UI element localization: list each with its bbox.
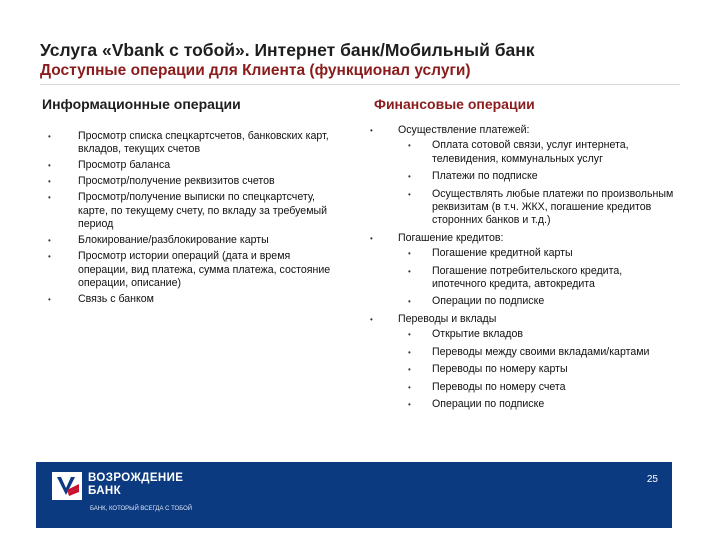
footer-banner — [36, 462, 672, 528]
list-item: • Платежи по подписке — [398, 170, 675, 183]
list-item: • Погашение кредитной карты — [398, 247, 675, 260]
group-label: Погашение кредитов: — [398, 231, 504, 244]
slide-title: Услуга «Vbank с тобой». Интернет банк/Мобильный банк — [40, 40, 535, 60]
bank-slogan: БАНК, КОТОРЫЙ ВСЕГДА С ТОБОЙ — [90, 506, 193, 512]
bank-logo-icon — [52, 472, 82, 500]
page-number: 25 — [646, 474, 658, 485]
loan-repayment-group — [370, 232, 675, 309]
list-item: • Просмотр истории операций (дата и время операции, вид платежа, сумма платежа, состояние операции, описание) — [48, 250, 340, 290]
transfers-deposits-group — [370, 313, 675, 411]
group-label: Осуществление платежей: — [398, 124, 530, 136]
list-item: • Открытие вкладов — [398, 328, 675, 341]
list-item: • Переводы по номеру счета — [398, 381, 675, 394]
list-item: • Просмотр баланса — [48, 159, 340, 172]
loan-repayment-sublist — [398, 247, 675, 309]
group-label: Переводы и вклады — [398, 312, 497, 325]
list-item: • Переводы между своими вкладами/картами — [398, 346, 675, 359]
list-item: • Операции по подписке — [398, 295, 675, 308]
payments-group — [370, 124, 675, 228]
header-divider — [40, 84, 680, 85]
informational-operations-list — [48, 130, 340, 309]
financial-operations-list — [370, 124, 675, 415]
payments-sublist — [398, 139, 675, 227]
list-item: • Оплата сотовой связи, услуг интернета, телевидения, коммунальных услуг — [398, 139, 675, 166]
list-item: • Просмотр списка спецкартсчетов, банковских карт, вкладов, текущих счетов — [48, 130, 340, 157]
list-item: • Осуществлять любые платежи по произвольным реквизитам (в т.ч. ЖКХ, погашение кредитов сторонних банков и т.д.) — [398, 188, 675, 228]
list-item: • Просмотр/получение реквизитов счетов — [48, 175, 340, 188]
transfers-deposits-sublist — [398, 328, 675, 411]
list-item: • Переводы по номеру карты — [398, 363, 675, 376]
list-item: • Погашение потребительского кредита, ипотечного кредита, автокредита — [398, 265, 675, 292]
logo-line-1: ВОЗРОЖДЕНИЕ — [88, 472, 184, 484]
bank-logo-wordmark — [88, 472, 183, 497]
slide-subtitle: Доступные операции для Клиента (функционал услуги) — [40, 62, 471, 79]
list-item: • Связь с банком — [48, 293, 340, 306]
list-item: • Просмотр/получение выписки по спецкартсчету, карте, по текущему счету, по вкладу за требуемый период — [48, 191, 340, 231]
list-item: • Блокирование/разблокирование карты — [48, 234, 340, 247]
list-item: • Операции по подписке — [398, 398, 675, 411]
logo-line-2: БАНК — [88, 484, 122, 497]
informational-operations-heading: Информационные операции — [42, 96, 241, 112]
financial-operations-heading: Финансовые операции — [374, 96, 535, 112]
